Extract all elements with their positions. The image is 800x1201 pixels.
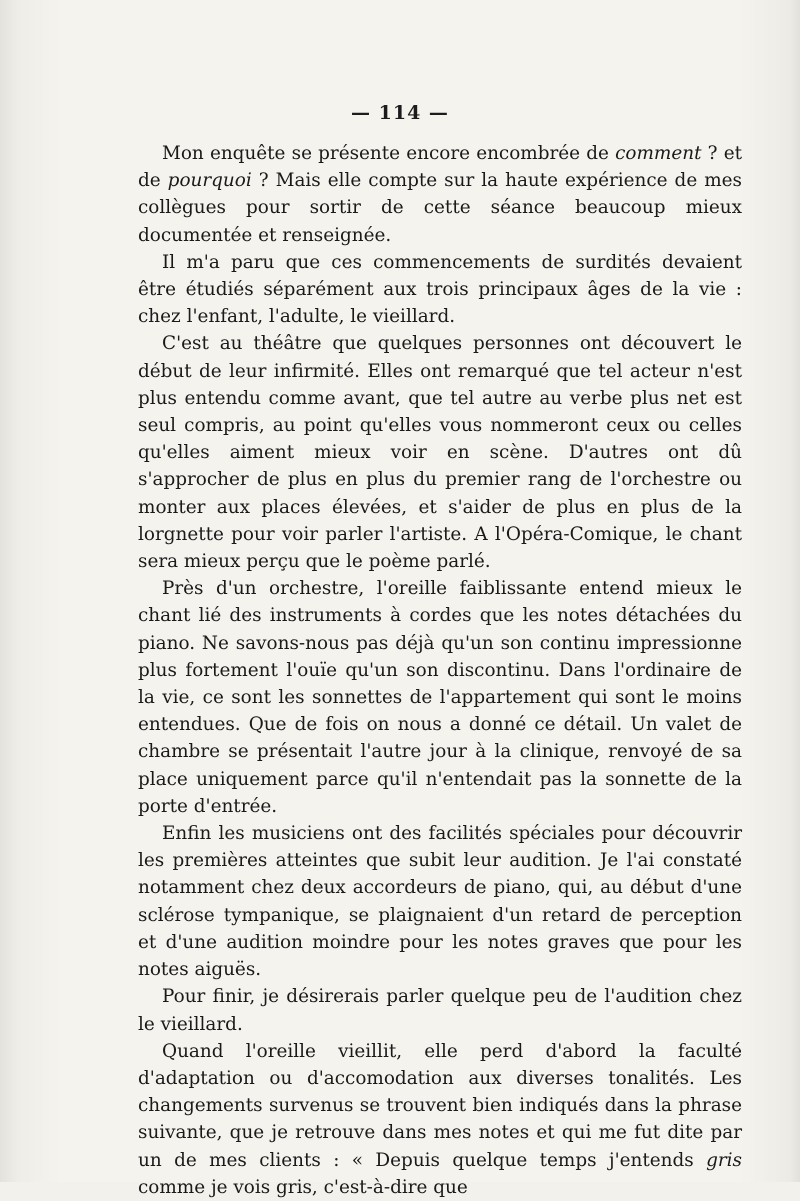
paragraph-7-text-a: Quand l'oreille vieillit, elle perd d'abord la faculté d'adaptation ou d'accomodation aux diverses tonalités. Les changements survenus se trouvent bien indiqués dans la phrase suivante, que je retrouve dans mes notes et qui me fut dite par un de mes clients : « Depuis quelque temps j'entends	[138, 1040, 742, 1171]
paragraph-1-italic-pourquoi: pourquoi	[167, 170, 252, 192]
page-number: — 114 —	[351, 102, 449, 124]
paragraph-5: Enfin les musiciens ont des facilités spéciales pour découvrir les premières atteintes que subit leur audition. Je l'ai constaté notamment chez deux accordeurs de piano, qui, au début d'une sclérose tympanique, se plaignaient d'un retard de perception et d'une audition moindre pour les notes graves que pour les notes aiguës.	[138, 823, 742, 981]
paragraph-1-text-b: ? et de	[138, 143, 743, 192]
paragraph-2: Il m'a paru que ces commencements de surdités devaient être étudiés séparément aux trois principaux âges de la vie : chez l'enfant, l'adulte, le vieillard.	[138, 251, 742, 328]
paragraph-1	[138, 140, 742, 249]
paragraph-7	[138, 1038, 742, 1201]
paragraph-7-italic-gris: gris	[706, 1149, 742, 1171]
paragraph-1-italic-comment: comment	[615, 143, 702, 164]
page-body	[138, 140, 742, 1201]
paragraph-1-text-a: Mon enquête se présente encore encombrée de	[162, 143, 616, 164]
paragraph-3: C'est au théâtre que quelques personnes ont découvert le début de leur infirmité. Elles ont remarqué que tel acteur n'est plus entendu comme avant, que tel autre au verbe plus net est seul compris, au point qu'elles vous nommeront ceux ou celles qu'elles aiment mieux voir en scène. D'autres ont dû s'approcher de plus en plus du premier rang de l'orchestre ou monter aux places élevées, et s'aider de plus en plus de la lorgnette pour voir parler l'artiste. A l'Opéra-Comique, le chant sera mieux perçu que le poème parlé.	[138, 333, 742, 573]
paragraph-7-text-b: comme je vois gris, c'est-à-dire que	[138, 1176, 468, 1198]
paragraph-1-text-c: ? Mais elle compte sur la haute expérience de mes collègues pour sortir de cette séance beaucoup mieux documentée et renseignée.	[138, 170, 742, 246]
paragraph-6: Pour finir, je désirerais parler quelque peu de l'audition chez le vieillard.	[138, 986, 742, 1035]
paragraph-4: Près d'un orchestre, l'oreille faiblissante entend mieux le chant lié des instruments à cordes que les notes détachées du piano. Ne savons-nous pas déjà qu'un son continu impressionne plus fortement l'ouïe qu'un son discontinu. Dans l'ordinaire de la vie, ce sont les sonnettes de l'appartement qui sont le moins entendues. Que de fois on nous a donné ce détail. Un valet de chambre se présentait l'autre jour à la clinique, renvoyé de sa place uniquement parce qu'il n'entendait pas la sonnette de la porte d'entrée.	[138, 578, 742, 817]
